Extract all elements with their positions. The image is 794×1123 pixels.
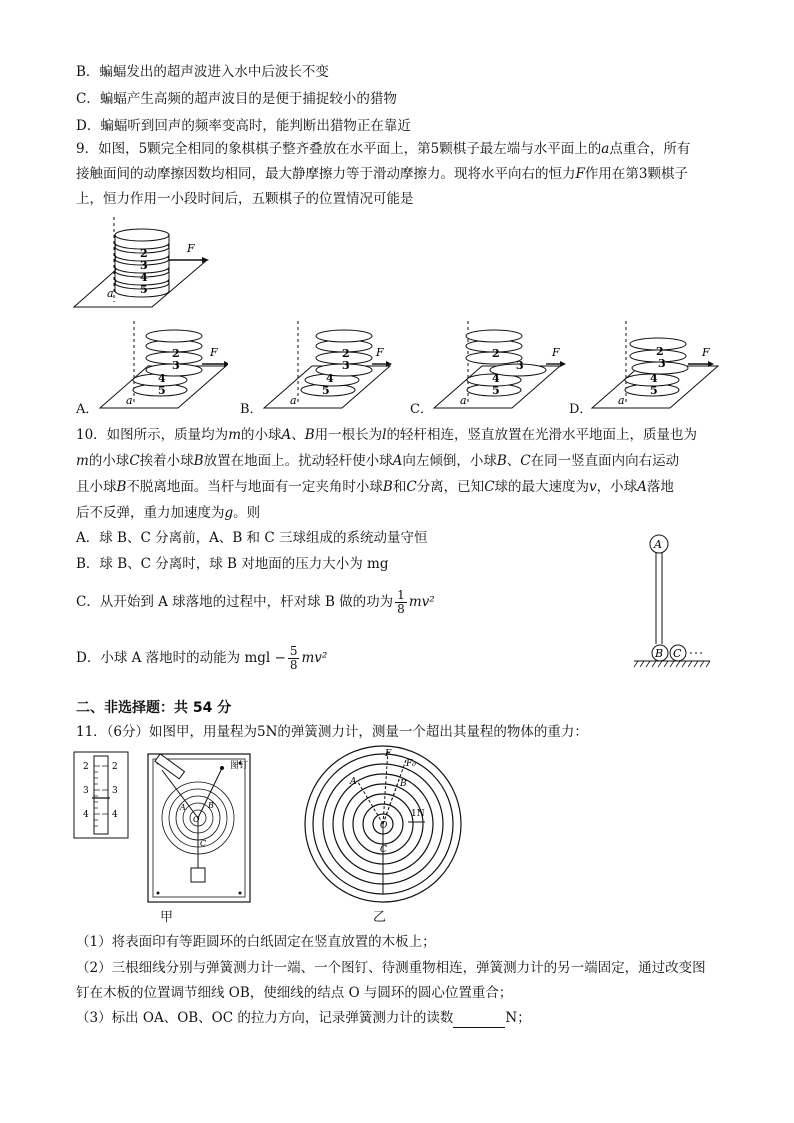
svg-text:3: 3	[658, 357, 666, 370]
svg-text:B: B	[400, 779, 407, 789]
q9-main-figure	[72, 212, 212, 312]
svg-text:a: a	[618, 394, 625, 407]
q11-scale-right-3: 3	[112, 786, 118, 796]
q11-tuding-label: 图钉	[230, 761, 249, 771]
svg-text:4: 4	[158, 372, 166, 385]
svg-text:A: A	[180, 803, 186, 812]
q10-ball-a: A	[654, 538, 662, 551]
svg-text:1N: 1N	[411, 809, 425, 819]
svg-text:A: A	[350, 777, 357, 787]
q11-caption-yi: 乙	[373, 910, 387, 925]
svg-text:5: 5	[158, 384, 166, 397]
svg-text:C: C	[200, 839, 207, 848]
q11-scale-right-4: 4	[112, 810, 118, 820]
q10-figure	[632, 530, 712, 672]
q9-option-c-figure	[432, 318, 572, 413]
q11-answer-blank[interactable]	[453, 1013, 505, 1028]
q10-stem-line1: 10．如图所示，质量均为m的小球A、B用一根长为l的轻杆相连，竖直放置在光滑水平地面上，质量也为	[76, 427, 697, 443]
q11-step-2b: 钉在木板的位置调节细线 OB，使细线的结点 O 与圆环的圆心位置重合；	[76, 985, 513, 1001]
svg-text:F: F	[376, 346, 384, 359]
svg-text:2: 2	[656, 345, 664, 358]
svg-text:a: a	[460, 394, 467, 407]
svg-text:2: 2	[342, 347, 350, 360]
svg-text:F₀: F₀	[406, 759, 416, 769]
q9-main-label-4: 4	[140, 271, 148, 284]
q10-stem-line2: m的小球C挨着小球B放置在地面上。扰动轻杆使小球A向左倾倒，小球B、C在同一竖直面内向右运动	[76, 453, 680, 469]
q9-main-label-5: 5	[140, 283, 148, 296]
svg-text:F: F	[702, 346, 710, 359]
q11-figure-jia	[72, 748, 257, 908]
q9-stem-line1: 9．如图，5颗完全相同的象棋棋子整齐叠放在水平面上，第5颗棋子最左端与水平面上的a点重合，所有	[76, 141, 691, 157]
svg-text:O: O	[380, 821, 388, 831]
svg-text:2: 2	[172, 347, 180, 360]
q10-ball-b: B	[655, 647, 664, 660]
svg-text:5: 5	[492, 384, 500, 397]
svg-text:B: B	[208, 801, 214, 810]
q9-option-b-label: B．	[240, 402, 263, 417]
svg-text:a: a	[290, 394, 297, 407]
q8-option-b: B．蝙蝠发出的超声波进入水中后波长不变	[76, 64, 329, 80]
q10-option-b: B．球 B、C 分离时，球 B 对地面的压力大小为 mg	[76, 556, 389, 572]
svg-text:3: 3	[172, 359, 180, 372]
q10-ball-c: C	[673, 647, 682, 660]
section-2-heading: 二、非选择题：共 54 分	[76, 700, 232, 716]
q11-scale-left-2: 2	[83, 762, 89, 772]
svg-text:5: 5	[322, 384, 330, 397]
svg-text:4: 4	[326, 372, 334, 385]
q9-main-label-2: 2	[140, 247, 148, 260]
q9-option-b-figure	[262, 318, 392, 413]
svg-text:5: 5	[650, 384, 658, 397]
svg-text:F: F	[385, 749, 392, 759]
q10-option-a: A．球 B、C 分离前，A、B 和 C 三球组成的系统动量守恒	[76, 530, 428, 546]
q10-stem-line3: 且小球B不脱离地面。当杆与地面有一定夹角时小球B和C分离，已知C球的最大速度为v，小球A落地	[76, 479, 674, 495]
q11-step-2: （2）三根细线分别与弹簧测力计一端、一个图钉、待测重物相连，弹簧测力计的另一端固定，通过改变图	[76, 960, 706, 976]
q9-main-point-a: a	[107, 287, 114, 300]
q11-stem: 11．（6分）如图甲，用量程为5N的弹簧测力计，测量一个超出其量程的物体的重力：	[76, 724, 588, 740]
svg-text:4: 4	[492, 372, 500, 385]
svg-text:4: 4	[650, 372, 658, 385]
svg-text:F: F	[552, 346, 560, 359]
svg-text:a: a	[126, 394, 133, 407]
q8-option-c: C．蝙蝠产生高频的超声波目的是便于捕捉较小的猎物	[76, 91, 397, 107]
q9-option-d-figure	[590, 318, 720, 413]
q9-main-label-3: 3	[140, 259, 148, 272]
q8-option-d: D．蝙蝠听到回声的频率变高时，能判断出猎物正在靠近	[76, 118, 411, 134]
q9-stem-line3: 上，恒力作用一小段时间后，五颗棋子的位置情况可能是	[76, 191, 414, 207]
q11-figure-yi	[300, 744, 470, 906]
q11-caption-jia: 甲	[160, 910, 174, 925]
q9-main-force-label: F	[187, 242, 195, 255]
q11-scale-right-2: 2	[112, 762, 118, 772]
q9-option-a-label: A．	[76, 402, 99, 417]
q10-stem-line4: 后不反弹，重力加速度为g。则	[76, 505, 261, 521]
q10-option-c: C．从开始到 A 球落地的过程中，杆对球 B 做的功为 $\frac{1}{8}$ mv²	[76, 588, 435, 616]
svg-text:3: 3	[516, 359, 524, 372]
q9-stem-line2: 接触面间的动摩擦因数均相同，最大静摩擦力等于滑动摩擦力。现将水平向右的恒力F作用在第3颗棋子	[76, 166, 688, 182]
q9-option-a-figure	[98, 318, 228, 413]
q11-scale-left-4: 4	[83, 810, 89, 820]
svg-text:2: 2	[492, 347, 500, 360]
q9-option-c-label: C．	[410, 402, 433, 417]
svg-text:O: O	[193, 815, 200, 824]
svg-text:F: F	[210, 346, 218, 359]
q9-option-d-label: D．	[569, 402, 593, 417]
svg-text:C: C	[380, 845, 387, 855]
svg-text:3: 3	[342, 359, 350, 372]
q11-step-3: （3）标出 OA、OB、OC 的拉力方向，记录弹簧测力计的读数 N；	[76, 1010, 531, 1026]
q10-option-d: D．小球 A 落地时的动能为 mgl − $\frac{5}{8}$ mv²	[76, 644, 328, 672]
q11-scale-left-3: 3	[83, 786, 89, 796]
q11-step-1: （1）将表面印有等距圆环的白纸固定在竖直放置的木板上；	[76, 934, 436, 950]
